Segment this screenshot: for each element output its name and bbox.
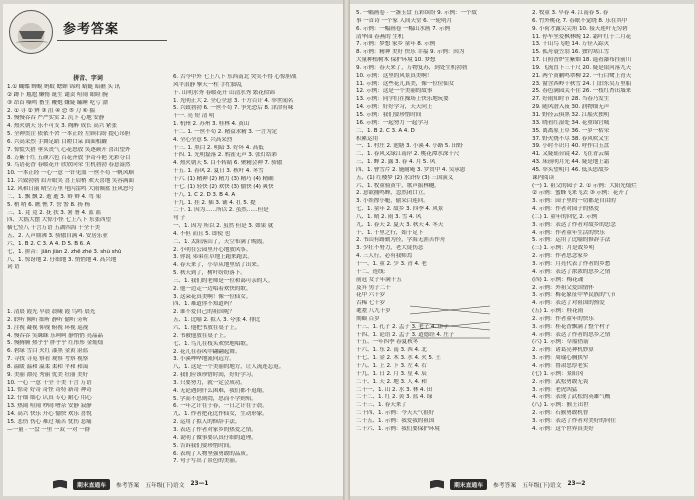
answer-line: 35. 离离原上草 36. 一岁一枯荣 [532, 127, 610, 134]
answer-line: 17. 日照香炉生紫烟 18. 遥看瀑布挂前川 [532, 57, 632, 64]
answer-line: 43. 床前明月光 44. 疑是地上霜 [532, 159, 610, 166]
answer-line: 八、1. 惊讶地 2. 仔细地 3. 悄悄地 4. 高兴地 [7, 256, 117, 263]
right-col2-lines [532, 10, 690, 434]
answer-line: 8. 万紫千红 五颜六色 百花齐放 争奇斗艳 光彩夺目 [7, 154, 131, 161]
footer-brand: 期末直通车 [450, 479, 487, 490]
logo-emblem [9, 10, 53, 54]
answer-line: 十. 山明水秀 春暖花开 山清水秀 繁花似锦 [173, 89, 275, 96]
answer-line: 2. 示例：石猴勇敢机智 [532, 410, 589, 417]
answer-line: 2. ① 寻 ② 辨 ③ 沮 ④ 恐 ⑤ 刀 ⑥ 揣 [7, 107, 95, 114]
answer-line: 4. 不但 而且 5. 即使 也 [173, 230, 231, 237]
answer-line: 十九. 1. 挂 2. 插 3. 铺 4. 扛 5. 提 [173, 199, 256, 206]
answer-line: 七、1. 鸟儿在枝头欢快地唱歌。 [173, 340, 252, 347]
answer-line: 4. 春天来了，小草从地里钻了出来。 [173, 262, 263, 269]
answer-line: 4. 示例：表达了作者的思乡之情 [532, 331, 611, 338]
answer-line: 4. 示例：这个世界真美好 [532, 425, 594, 432]
answer-line: 5. 学而不思则罔，思而不学则殆。 [173, 395, 257, 402]
answer-line: 4. 热火朝天 乐不可支 3. 陶醉 成长 高兴 紧张 [7, 123, 117, 130]
answer-line: 九、1. 作者把花比作仙女，生动形象。 [173, 411, 268, 418]
answer-line: 10. 示例：这里的风景真美啊！ [356, 72, 433, 79]
answer-line: 2. 书山有路勤为径，学海无涯苦作舟 [356, 237, 446, 244]
answer-line: 4. 慢吞吞 笑眯眯 乐呵呵 静悄悄 亮晶晶 [7, 332, 103, 339]
answer-line: 9. 小荷才露尖尖角 10. 接天莲叶无穷碧 [532, 25, 628, 32]
answer-line: 九、1. 春天 2. 夏天 3. 秋天 4. 冬天 [356, 221, 444, 228]
answer-line: 25. 春色满园关不住 26. 一枝红杏出墙来 [532, 88, 632, 95]
answer-line: 三、1. 我们的老师是一位和蔼可亲的人。 [173, 277, 274, 284]
answer-line: 5. 慢腾腾 热乎乎 胖乎乎 红彤彤 金灿灿 [7, 340, 103, 347]
answer-line: 7. 惊慌失措 垂头丧气 心花怒放 笑逐颜开 喜出望外 [7, 146, 131, 153]
answer-line: 3. 示例：老虎凶猛 [532, 386, 578, 393]
answer-line: 十五、一年四季 春夏秋冬 [356, 339, 419, 346]
answer-line: 39. 小时不识月 40. 呼作白玉盘 [532, 143, 610, 150]
answer-line: 13. 千山鸟飞绝 14. 万径人踪灭 [532, 41, 610, 48]
left-col1-lines [7, 84, 169, 272]
answer-line: 8. 温暖 温和 温柔 柔和 平和 和蔼 [7, 363, 89, 370]
answer-line: 5. 全神贯注 依依不舍 一本正经 左顾右盼 提心吊胆 [7, 131, 131, 138]
answer-line: (三) 1. 示例：月是故乡明 [532, 245, 595, 252]
answer-line: 2. 示例：作者童年的快乐 [532, 315, 594, 322]
answer-line: 1. 杭州 2. 苏州 3. 桂林 4. 黄山 [173, 121, 250, 128]
answer-line: 7. 寻找 寻觅 察看 观察 考察 视察 [7, 356, 89, 363]
answer-line: 4. 示例：鲁肃忠厚老实 [532, 362, 589, 369]
answer-line: 十六、1. 东 2. 南 3. 西 4. 北 [356, 347, 427, 354]
answer-line: (四) 1. 示例：梅花魂 [532, 276, 584, 283]
answer-line: 23. 窗含西岭千秋雪 24. 门泊东吴万里船 [532, 80, 632, 87]
answer-line: 6. 一年之计在于春，一日之计在于晨。 [173, 403, 268, 410]
answer-line: 3. 小娃撑小艇，偷采白莲回。 [356, 198, 429, 205]
ship-icon [19, 31, 45, 39]
answer-line: 1. 清晨 霞光 早晨 晨曦 霞 鸟鸣 晨光 [7, 309, 96, 315]
answer-line: 31. 野径云俱黑 32. 江船火独明 [532, 111, 610, 118]
answer-line: 4. 无论遇到什么困难，我们都不退缩。 [173, 387, 268, 394]
answer-line: (一) 1. 祖父的园子 2. ① 示例：大阳光灿烂 [532, 182, 637, 189]
answer-line: 及笄 男子二十 [356, 284, 391, 291]
answer-line: 五、(1) 红楼梦 (2) 水浒传 (3) 三国演义 [356, 174, 454, 181]
answer-line: 11. 停车坐爱枫林晚 12. 霜叶红于二月花 [532, 33, 632, 40]
answer-line: 15. 孤舟蓑笠翁 16. 独钓寒江雪 [532, 49, 610, 56]
wave-icon [16, 41, 48, 44]
answer-line: 十一、1. 童 2. 少 3. 青 4. 老 [356, 261, 427, 267]
answer-line: 二十六、1. 示例：我们要保护环境 [356, 425, 440, 432]
answer-line: 16. 示例：一起努力 一起学习 [356, 119, 429, 126]
answer-line: 十八、1. 上 2. 下 3. 左 4. 右 [356, 362, 427, 369]
answer-line: 2. 花儿在春风中翩翩起舞。 [173, 348, 241, 355]
answer-line: 4. 全心全意 5. 兴高采烈 [173, 136, 233, 143]
answer-line: 四、1. 难道你不知道吗？ [173, 301, 235, 308]
page-number: 23—2 [567, 481, 586, 487]
answer-line: 六、1. 牧童骑黄牛，歌声振林樾。 [356, 182, 440, 189]
answer-line: 2. 示例：作者思念家乡 [532, 253, 589, 260]
answer-line: 3. 只要努力，就一定会成功。 [173, 379, 246, 386]
answer-line: 二、1. 飘 飘 2. 逝 逝 3. 辩 辫 4. 驾 架 [7, 193, 101, 200]
answer-line: 1. 光明正大 2. 全心全意 3. 千方百计 4. 举世闻名 [173, 97, 294, 104]
answer-line: 积累运用 [356, 135, 378, 142]
answer-line: 41. 又疑瑶台镜 42. 飞在青云端 [532, 151, 610, 158]
answer-line: 风平浪静 擎天一柱 手忙脚乱 [173, 81, 243, 88]
answer-line: 15. 悲伤 伤心 难过 痛苦 忧伤 悲痛 [7, 418, 92, 425]
answer-line: 六、1. 他把书放在桌子上。 [173, 325, 241, 331]
answer-line: 二十三、1. 春天来了 [356, 402, 407, 409]
answer-line: 6. 古今中外 七上八下 东西南北 哭笑不得 心惊胆战 [173, 74, 297, 80]
answer-line: 5. 兴致勃勃 6. 一丝不苟 7. 争先恐后 8. 津津有味 [173, 105, 294, 112]
answer-line: 四、大摇大摆 大惊小怪 七上八下 东张西望 [7, 217, 111, 224]
answer-line: ② 蹲下 尴尬 懒惰 诞生 谴责 喧闹 眼睑 腕 [7, 91, 108, 98]
answer-line: 4. 示例：表现了武松的英雄气概 [532, 394, 611, 401]
footer-grade: 五年级(下)语文 [522, 482, 562, 489]
answer-line: 十二、连线： [356, 268, 389, 275]
answer-line: 十四、1. 论语 2. 孟子 3. 道德经 4. 庄子 [356, 331, 455, 338]
answer-line: 8. 示例：精神 美好 快乐 幸福 9. 示例：因为 [356, 49, 465, 56]
answer-line: 5. 秋天到了，树叶纷纷落下。 [173, 270, 246, 277]
answer-line: —一量 · 一盘 一里 一双 一对 一群 [7, 426, 91, 433]
answer-line: 2. 小明在公园里开心地放风筝。 [173, 246, 252, 253]
answer-line: 11. 兴致勃勃 眉开眼笑 喜上眉梢 欢天喜地 笑容满面 [7, 178, 134, 185]
answer-line: (二) 1. 童年的回忆 2. 示例 [532, 213, 598, 220]
answer-line: 七、1. 童年 2. 故乡 3. 四季 4. 风景 [356, 206, 444, 213]
left-page [3, 4, 343, 496]
answer-line: 十、1. 千里之行，始于足下 [356, 229, 424, 236]
answer-line: 13. 热闹 喧闹 吵闹 嘈杂 安静 寂静 [7, 403, 92, 410]
answer-line: 3. 示例：园子里的一切都是自由的 [532, 198, 616, 205]
answer-line: 10. 一心 一意 十全 十美 千言 万语 [7, 379, 92, 386]
answer-line: 期颐 百岁 [356, 315, 380, 322]
answer-line: 3. 你说 弟弟在草地上跑来跑去。 [173, 254, 253, 261]
answer-line: 11. 示例：这些花儿真美，像一位位仙女 [356, 80, 455, 87]
answer-line: 二十四、1. 示例：今天天气很好 [356, 410, 435, 417]
answer-line: 12. 示例：这是一个美丽的故事 [356, 88, 433, 95]
answer-line: 3. 示例：周瑜心胸狭窄 [532, 355, 589, 362]
answer-line: 6. 碧绿 雪白 火红 漆黑 金黄 湛蓝 [7, 348, 89, 355]
answer-line: 耄耋 八九十岁 [356, 308, 391, 315]
answer-line: 2. 我们应该珍惜时间，好好学习。 [173, 372, 257, 379]
answer-line: (七) 1. 示例：景阳冈 [532, 370, 584, 377]
answer-line: 前冠 女子年满十五 [356, 276, 402, 283]
answer-line: 3. 示例：桂花香飘满了整个村子 [532, 323, 611, 330]
answer-line: 9. 鸟语花香 春暖花开 欣欣向荣 生机勃勃 春意盎然 [7, 162, 131, 169]
answer-line: 三、1. 竟 竟 2. 抚 扶 3. 暑 署 4. 蓝 篮 [7, 209, 101, 216]
answer-line: 七、1. 拼音：jiǎn jiàn 2. zhē zhé 3. shù shǔ [7, 248, 122, 255]
answer-line: 4. 三人行，必有我师焉 [356, 253, 413, 260]
left-col1 [7, 74, 169, 272]
answer-line: 十三. 1. 黑白 2. 明暗 3. 好坏 4. 高低 [173, 144, 264, 151]
answer-line: 9. 示例：春天来了，万物复苏，到处生机勃勃 [356, 64, 468, 71]
answer-line: 45. 举头望明月 46. 低头思故乡 [532, 166, 610, 173]
answer-line: 二十五、1. 示例：我爱我的祖国 [356, 417, 435, 424]
book-icon [430, 480, 444, 489]
answer-line: (六) 1. 示例：草船借箭 [532, 339, 589, 346]
answer-line: 4. 示例：作者对园子的热爱 [532, 206, 600, 213]
answer-line: 2. 示例：外祖父爱国情怀 [532, 284, 594, 291]
answer-line: ③ 昂首 嘶鸣 畜生 鞭炮 嫌疑 瞌睡 吃亏 漂 [7, 99, 108, 106]
answer-line: 1.① 蝴蝶 蝉蜕 蚂蚁 蟋蟀 锦鸡 蜻蜓 暗礁 头 讯 [7, 84, 121, 90]
answer-line: ② 示例：蜜蜂飞来飞去 ③ 示例：花开了 [532, 190, 630, 197]
answer-line: 二、1. B 2. C 3. A 4. D [356, 127, 415, 134]
answer-line: (五) 1. 示例：桂花雨 [532, 308, 584, 315]
matching-lines [400, 300, 500, 420]
answer-line: 事 一首诗 一个家 人间天堂 6. 一轮明月 [356, 17, 452, 24]
page-title: 参考答案 [63, 22, 120, 37]
right-page [350, 4, 694, 496]
answer-line: 14. 示例：好好学习，天天向上 [356, 104, 433, 111]
section-heading: 拼音、字词 [73, 75, 103, 82]
answer-line: 6. 表现了人物坚强勇敢的品质。 [173, 450, 252, 457]
book-gutter [343, 0, 350, 500]
answer-line: 十五. 1. 春风 2. 夏日 3. 秋叶 4. 冬雪 [173, 168, 264, 175]
answer-line: 3. 示例：梅花象征中华民族的气节 [532, 292, 616, 299]
answer-line: 3. 这朵花真美啊！像一位仙女。 [173, 293, 252, 300]
answer-line: 四、1. 曹雪芹 2. 施耐庵 3. 罗贯中 4. 吴承恩 [356, 166, 466, 173]
left-col2-lines [173, 74, 339, 466]
answer-line: 五、2. 人声鼎沸 3. 骄傲自满 4. 安居乐业 [7, 233, 108, 240]
answer-line: 十二. 1. 一丝不苟 2. 精益求精 3. 一言为定 [173, 128, 278, 135]
left-col1b [7, 309, 169, 435]
right-col2 [532, 10, 690, 434]
footer-section: 参考答案 [493, 482, 517, 489]
answer-line: 2. 运用了拟人的修辞手法。 [173, 419, 241, 426]
left-col1b-lines [7, 309, 169, 435]
answer-line: 2. 示例：武松勇敢无畏 [532, 378, 589, 385]
footer-brand: 期末直通车 [73, 479, 110, 490]
answer-line: (八) 1. 示例：猴王出世 [532, 402, 589, 409]
answer-line: 4. 热火朝天 5. 目不转睛 6. 聚精会神 7. 骄傲 [173, 160, 283, 167]
answer-line: 二十二、1. 红 2. 黄 3. 蓝 4. 绿 [356, 394, 433, 401]
answer-line: 6. 竹外桃花 7. 春眠不觉晓 8. 乐在其中 [532, 17, 628, 24]
answer-line: 十八. 1. C 2. D 3. B 4. A [173, 191, 236, 198]
answer-line: 横七竖八 千言万语 五湖四海 十全十美 [7, 225, 100, 232]
answer-line: 二十、1. 天 2. 地 3. 人 4. 和 [356, 378, 427, 385]
page-number: 23—1 [190, 481, 209, 487]
answer-line: 29. 随风潜入夜 30. 润物细无声 [532, 104, 610, 111]
answer-line: 三、1. 蝉 2. 露 3. 春 4. 月 5. 风 [356, 159, 436, 166]
answer-line: 9. 美丽 漂亮 秀丽 优美 壮丽 美好 [7, 371, 89, 378]
answer-line: 7. 句子写出了景色的美丽。 [173, 458, 241, 465]
answer-line: 12. 风和日丽 晴空万里 电闪雷鸣 大雨倾盆 狂风怒号 [7, 185, 134, 192]
right-footer [430, 478, 585, 490]
answer-line: 21. 两个黄鹂鸣翠柳 22. 一行白鹭上青天 [532, 72, 632, 79]
answer-line: 5. 梢 哨 6. 瞧 憔 7. 誉 警 8. 扬 杨 [7, 201, 90, 208]
answer-line: 古稀 七十岁 [356, 300, 386, 307]
answer-line: 10. 一本正经 一心一意 一针见血 一丝不苟 一帆风顺 [7, 170, 134, 177]
answer-line: 二、1. 太阳落山了，天空布满了晚霞。 [173, 238, 268, 245]
answer-line: 一、1. 因为 所以 2. 虽然 但是 3. 如果 就 [173, 223, 274, 230]
answer-line: 6. 示例：一幅画卷 一幅山水画 7. 示例 [356, 25, 450, 32]
answer-line: 27. 好雨知时节 28. 当春乃发生 [532, 96, 610, 103]
answer-line: 2. 示例：诸葛亮神机妙算 [532, 347, 594, 354]
answer-line: 37. 野火烧不尽 38. 春风吹又生 [532, 135, 610, 142]
answer-line: 13. 示例：同学们在操场上快乐地玩耍 [356, 96, 449, 103]
footer-section: 参考答案 [116, 482, 140, 489]
answer-line: 大量种植树木 保护环境 10. 梦想 [356, 57, 436, 64]
answer-line: 4. 说明了做事要认真仔细的道理。 [173, 434, 257, 441]
answer-line: 4. 示例：作者童年生活的快乐 [532, 229, 605, 236]
answer-line: 5. 告诉我们要珍惜时间。 [173, 442, 235, 449]
answer-line: 八、1. 晴 2. 雨 3. 雪 4. 风 [356, 213, 422, 220]
answer-line: 15. 示例：我们要珍惜时间 [356, 111, 422, 118]
answer-line: 5. 一幅画卷 · 一盏玉盘 五彩缤纷 9. 示例：一个故 [356, 10, 477, 16]
title-rule [57, 40, 167, 41]
answer-line: 14. 高兴 快乐 开心 愉快 欢乐 喜悦 [7, 410, 92, 417]
answer-line: 十一. 亮 短 清 明 [173, 113, 215, 120]
answer-line: 十七、1. 金 2. 木 3. 水 4. 火 5. 土 [356, 355, 441, 362]
answer-line: 2. 书被他放在桌子上。 [173, 332, 230, 339]
answer-line: 3. 小溪哗哗地流向远方。 [173, 356, 235, 363]
answer-line: 花甲 六十岁 [356, 292, 386, 299]
answer-line: 19. 飞流直下三千尺 20. 疑是银河落九天 [532, 64, 632, 71]
answer-line: 课内阅读 [532, 174, 554, 181]
answer-line: 33. 晓看红湿处 34. 花重锦官城 [532, 119, 610, 126]
answer-line: 十三、1. 孔子 2. 孟子 3. 老子 4. 庄子 [356, 323, 449, 330]
answer-line: 十七. (1) 轻快 (2) 欢快 (3) 愉快 (4) 爽快 [173, 183, 274, 190]
answer-line: 12. 仔细 细心 认真 专心 耐心 用心 [7, 395, 92, 402]
answer-line: 六、1. B 2. C 3. A 4. D 5. B 6. A [7, 240, 91, 247]
answer-line: 一、1. 村庄 2. 池塘 3. 小溪 4. 小路 5. 田野 [356, 143, 463, 150]
answer-line: 7. 示例：梦想 家乡 童年 8. 示例 [356, 41, 436, 48]
answer-line: 4. 示例：表达了对祖国的热爱 [532, 300, 605, 307]
answer-line: 3. 表达了作者对家乡的热爱之情。 [173, 426, 257, 433]
answer-line: 3. 慢慢吞吞 严严实实 2. 沉下 心地 安静 [7, 115, 105, 122]
answer-line: 八、1. 这是一个美丽的地方，让人流连忘返。 [173, 364, 285, 371]
answer-line: 2. 他一边走一边唱着欢快的歌。 [173, 285, 252, 292]
book-icon [53, 480, 67, 489]
answer-line: 5. 示例：运用了比喻的修辞手法 [532, 237, 611, 244]
answer-line: 2. 聆听 倾听 细听 静听 偷听 旁听 [7, 316, 89, 323]
title-area [9, 10, 169, 74]
answer-line: 2. 谁不爱自己的祖国呢？ [173, 309, 235, 316]
answer-line: 2. 意欲捕鸣蝉，忽然闭口立。 [356, 190, 429, 197]
answer-line: 3. 示例：月亮代表了作者的乡愁 [532, 261, 611, 267]
answer-line: 4. 示例：表达了浓浓的思乡之情 [532, 268, 611, 275]
answer-line: 3. 示例：表达了作者对美好的向往 [532, 417, 616, 424]
answer-line: 十四. 1. 光明磊落 2. 鸦雀无声 3. 张灯结彩 [173, 152, 278, 159]
answer-line: 二、1. 春风又绿江南岸 2. 桃花潭水深千尺 [356, 151, 460, 158]
answer-line: 十六. (1) 精神 (2) 精力 (3) 精巧 (4) 精确 [173, 175, 274, 182]
answer-line: 2. 牧童 3. 早春 4. 江南春 5. 春 [532, 10, 609, 16]
answer-line: 3. 少壮不努力，老大徒伤悲 [356, 245, 424, 252]
left-footer [53, 478, 208, 490]
answer-line: 6. 兴高采烈 手舞足蹈 目瞪口呆 面面相觑 [7, 138, 107, 145]
answer-line: 五、1. 比喻 2. 拟人 3. 夸张 4. 排比 [173, 317, 261, 324]
left-col2 [173, 74, 339, 466]
answer-line: 二十一、1. 山 2. 水 3. 林 4. 田 [356, 386, 433, 393]
footer-grade: 五年级(下)语文 [145, 482, 185, 489]
answer-line: 3. 注视 凝视 仰视 俯视 环视 巡视 [7, 324, 89, 331]
answer-line: 十九、1. 日 2. 月 3. 星 4. 辰 [356, 370, 427, 377]
answer-line: 11. 惊奇 好奇 奇怪 奇特 新奇 神奇 [7, 387, 92, 394]
answer-line: 3. 示例：表达了作者对故乡的思念 [532, 221, 616, 228]
answer-line: 词 语 [7, 264, 20, 271]
answer-line: 句 子 [173, 215, 186, 222]
answer-line: 清华园 春燕的 生机 [356, 33, 404, 40]
answer-line: 二十. 1. 因为……所以 2. 虽然……但是 [173, 207, 269, 214]
